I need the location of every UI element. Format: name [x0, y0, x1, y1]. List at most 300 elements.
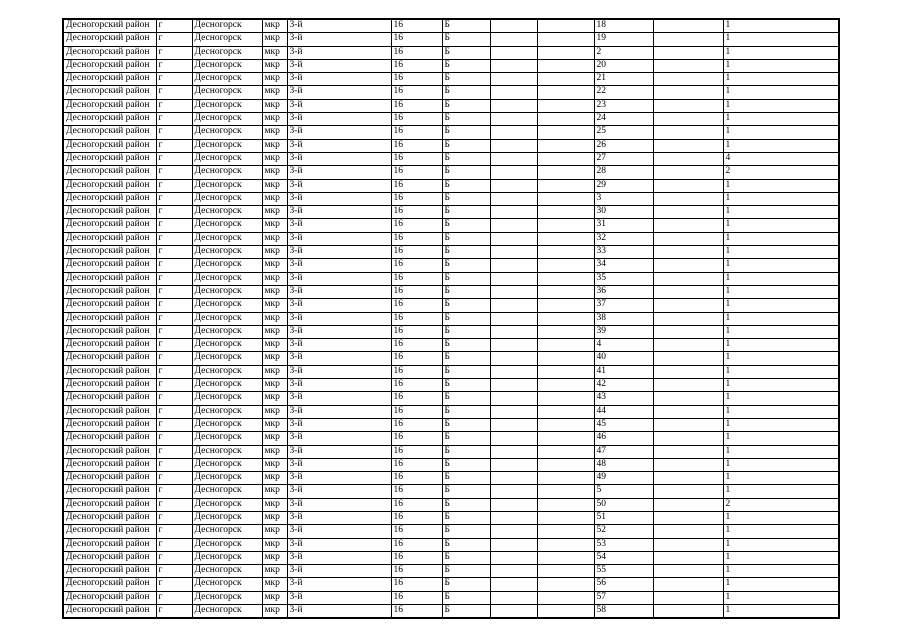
cell-settlement: Десногорск — [192, 605, 262, 619]
cell-district: Десногорский район — [63, 339, 156, 352]
cell-structure — [490, 498, 537, 511]
cell-settlement: Десногорск — [192, 139, 262, 152]
cell-count: 1 — [723, 312, 839, 325]
cell-settlement: Десногорск — [192, 312, 262, 325]
cell-structure — [490, 46, 537, 59]
cell-apartment: 21 — [594, 73, 653, 86]
cell-structure — [490, 551, 537, 564]
cell-street-type: мкр — [262, 325, 287, 338]
cell-house: 16 — [391, 365, 442, 378]
cell-settlement-type: г — [156, 591, 192, 604]
cell-street-type: мкр — [262, 578, 287, 591]
cell-apartment: 50 — [594, 498, 653, 511]
cell-district: Десногорский район — [63, 246, 156, 259]
cell-house: 16 — [391, 299, 442, 312]
table-row — [63, 339, 839, 352]
cell-building: Б — [442, 565, 490, 578]
cell-house: 16 — [391, 511, 442, 524]
cell-settlement-type: г — [156, 498, 192, 511]
cell-house: 16 — [391, 565, 442, 578]
table-row — [63, 232, 839, 245]
cell-district: Десногорский район — [63, 99, 156, 112]
table-body — [63, 19, 839, 618]
cell-house: 16 — [391, 458, 442, 471]
cell-building: Б — [442, 445, 490, 458]
cell-room — [653, 272, 723, 285]
cell-district: Десногорский район — [63, 46, 156, 59]
cell-settlement: Десногорск — [192, 498, 262, 511]
cell-settlement: Десногорск — [192, 59, 262, 72]
cell-settlement-type: г — [156, 33, 192, 46]
cell-count: 1 — [723, 179, 839, 192]
cell-street-type: мкр — [262, 445, 287, 458]
cell-settlement-type: г — [156, 525, 192, 538]
cell-street-type: мкр — [262, 405, 287, 418]
cell-room — [653, 339, 723, 352]
cell-street-type: мкр — [262, 113, 287, 126]
cell-street-type: мкр — [262, 312, 287, 325]
cell-district: Десногорский район — [63, 525, 156, 538]
cell-settlement: Десногорск — [192, 458, 262, 471]
cell-street: 3-й — [287, 325, 391, 338]
cell-extra — [537, 551, 594, 564]
cell-room — [653, 299, 723, 312]
cell-structure — [490, 379, 537, 392]
cell-count: 1 — [723, 445, 839, 458]
cell-structure — [490, 538, 537, 551]
cell-room — [653, 33, 723, 46]
cell-room — [653, 113, 723, 126]
cell-district: Десногорский район — [63, 352, 156, 365]
cell-settlement-type: г — [156, 179, 192, 192]
cell-extra — [537, 73, 594, 86]
cell-extra — [537, 166, 594, 179]
cell-apartment: 55 — [594, 565, 653, 578]
cell-settlement: Десногорск — [192, 525, 262, 538]
cell-apartment: 30 — [594, 206, 653, 219]
cell-settlement-type: г — [156, 272, 192, 285]
cell-extra — [537, 472, 594, 485]
cell-apartment: 44 — [594, 405, 653, 418]
cell-settlement-type: г — [156, 285, 192, 298]
cell-street: 3-й — [287, 259, 391, 272]
cell-apartment: 37 — [594, 299, 653, 312]
cell-settlement-type: г — [156, 299, 192, 312]
cell-street-type: мкр — [262, 365, 287, 378]
cell-house: 16 — [391, 246, 442, 259]
table-row — [63, 59, 839, 72]
cell-street: 3-й — [287, 418, 391, 431]
cell-street: 3-й — [287, 485, 391, 498]
cell-house: 16 — [391, 418, 442, 431]
cell-count: 1 — [723, 206, 839, 219]
cell-settlement-type: г — [156, 565, 192, 578]
cell-district: Десногорский район — [63, 272, 156, 285]
cell-count: 1 — [723, 232, 839, 245]
cell-apartment: 34 — [594, 259, 653, 272]
cell-count: 1 — [723, 591, 839, 604]
cell-apartment: 41 — [594, 365, 653, 378]
cell-district: Десногорский район — [63, 485, 156, 498]
cell-settlement-type: г — [156, 113, 192, 126]
cell-count: 1 — [723, 365, 839, 378]
cell-district: Десногорский район — [63, 192, 156, 205]
cell-extra — [537, 152, 594, 165]
cell-extra — [537, 285, 594, 298]
cell-building: Б — [442, 498, 490, 511]
cell-street-type: мкр — [262, 511, 287, 524]
cell-extra — [537, 232, 594, 245]
cell-extra — [537, 339, 594, 352]
cell-building: Б — [442, 538, 490, 551]
cell-count: 1 — [723, 485, 839, 498]
cell-apartment: 45 — [594, 418, 653, 431]
cell-structure — [490, 591, 537, 604]
cell-house: 16 — [391, 472, 442, 485]
cell-apartment: 46 — [594, 432, 653, 445]
cell-house: 16 — [391, 591, 442, 604]
cell-extra — [537, 432, 594, 445]
cell-street-type: мкр — [262, 485, 287, 498]
cell-structure — [490, 299, 537, 312]
cell-district: Десногорский район — [63, 379, 156, 392]
cell-house: 16 — [391, 232, 442, 245]
cell-settlement: Десногорск — [192, 432, 262, 445]
cell-room — [653, 498, 723, 511]
cell-apartment: 58 — [594, 605, 653, 619]
cell-extra — [537, 578, 594, 591]
cell-count: 2 — [723, 498, 839, 511]
cell-room — [653, 405, 723, 418]
cell-settlement: Десногорск — [192, 73, 262, 86]
cell-room — [653, 46, 723, 59]
cell-settlement-type: г — [156, 99, 192, 112]
cell-extra — [537, 605, 594, 619]
cell-settlement: Десногорск — [192, 405, 262, 418]
cell-structure — [490, 472, 537, 485]
cell-building: Б — [442, 578, 490, 591]
cell-settlement: Десногорск — [192, 232, 262, 245]
cell-settlement: Десногорск — [192, 445, 262, 458]
table-row — [63, 19, 839, 33]
cell-settlement-type: г — [156, 126, 192, 139]
table-row — [63, 445, 839, 458]
cell-street-type: мкр — [262, 458, 287, 471]
cell-building: Б — [442, 73, 490, 86]
cell-room — [653, 86, 723, 99]
cell-settlement-type: г — [156, 472, 192, 485]
cell-room — [653, 565, 723, 578]
cell-settlement-type: г — [156, 19, 192, 33]
cell-settlement-type: г — [156, 219, 192, 232]
table-row — [63, 591, 839, 604]
cell-house: 16 — [391, 578, 442, 591]
cell-district: Десногорский район — [63, 73, 156, 86]
cell-street: 3-й — [287, 392, 391, 405]
cell-settlement: Десногорск — [192, 551, 262, 564]
cell-room — [653, 126, 723, 139]
cell-building: Б — [442, 99, 490, 112]
cell-settlement-type: г — [156, 139, 192, 152]
cell-street: 3-й — [287, 139, 391, 152]
cell-settlement-type: г — [156, 551, 192, 564]
cell-district: Десногорский район — [63, 219, 156, 232]
table-row — [63, 206, 839, 219]
cell-structure — [490, 152, 537, 165]
cell-settlement-type: г — [156, 152, 192, 165]
cell-street-type: мкр — [262, 99, 287, 112]
cell-settlement: Десногорск — [192, 299, 262, 312]
cell-structure — [490, 259, 537, 272]
cell-apartment: 27 — [594, 152, 653, 165]
cell-settlement-type: г — [156, 339, 192, 352]
cell-building: Б — [442, 272, 490, 285]
cell-street: 3-й — [287, 152, 391, 165]
cell-street-type: мкр — [262, 192, 287, 205]
cell-street: 3-й — [287, 472, 391, 485]
cell-room — [653, 219, 723, 232]
cell-structure — [490, 19, 537, 33]
cell-district: Десногорский район — [63, 565, 156, 578]
cell-street-type: мкр — [262, 206, 287, 219]
cell-room — [653, 352, 723, 365]
cell-street: 3-й — [287, 498, 391, 511]
cell-room — [653, 392, 723, 405]
cell-district: Десногорский район — [63, 418, 156, 431]
cell-street: 3-й — [287, 605, 391, 619]
cell-extra — [537, 272, 594, 285]
cell-street-type: мкр — [262, 126, 287, 139]
cell-apartment: 49 — [594, 472, 653, 485]
cell-street: 3-й — [287, 432, 391, 445]
table-row — [63, 551, 839, 564]
table-row — [63, 312, 839, 325]
cell-structure — [490, 179, 537, 192]
cell-room — [653, 312, 723, 325]
cell-extra — [537, 206, 594, 219]
table-row — [63, 299, 839, 312]
cell-apartment: 23 — [594, 99, 653, 112]
cell-district: Десногорский район — [63, 179, 156, 192]
cell-count: 1 — [723, 33, 839, 46]
cell-settlement-type: г — [156, 206, 192, 219]
cell-district: Десногорский район — [63, 392, 156, 405]
cell-district: Десногорский район — [63, 538, 156, 551]
cell-extra — [537, 99, 594, 112]
cell-building: Б — [442, 591, 490, 604]
cell-building: Б — [442, 511, 490, 524]
cell-settlement: Десногорск — [192, 206, 262, 219]
cell-settlement-type: г — [156, 458, 192, 471]
cell-settlement-type: г — [156, 432, 192, 445]
cell-room — [653, 432, 723, 445]
cell-count: 1 — [723, 578, 839, 591]
cell-street-type: мкр — [262, 299, 287, 312]
cell-settlement: Десногорск — [192, 33, 262, 46]
cell-street-type: мкр — [262, 139, 287, 152]
cell-count: 1 — [723, 352, 839, 365]
cell-building: Б — [442, 46, 490, 59]
cell-structure — [490, 485, 537, 498]
table-row — [63, 325, 839, 338]
cell-count: 2 — [723, 166, 839, 179]
cell-apartment: 19 — [594, 33, 653, 46]
cell-structure — [490, 312, 537, 325]
cell-count: 1 — [723, 405, 839, 418]
cell-extra — [537, 59, 594, 72]
cell-settlement: Десногорск — [192, 46, 262, 59]
cell-count: 1 — [723, 139, 839, 152]
cell-structure — [490, 325, 537, 338]
cell-district: Десногорский район — [63, 578, 156, 591]
cell-room — [653, 285, 723, 298]
cell-street: 3-й — [287, 299, 391, 312]
cell-extra — [537, 113, 594, 126]
cell-house: 16 — [391, 126, 442, 139]
cell-structure — [490, 392, 537, 405]
cell-count: 1 — [723, 565, 839, 578]
table-row — [63, 246, 839, 259]
cell-street: 3-й — [287, 219, 391, 232]
table-row — [63, 73, 839, 86]
cell-street: 3-й — [287, 339, 391, 352]
cell-structure — [490, 525, 537, 538]
cell-apartment: 18 — [594, 19, 653, 33]
cell-settlement-type: г — [156, 59, 192, 72]
cell-settlement-type: г — [156, 46, 192, 59]
table-row — [63, 432, 839, 445]
cell-apartment: 22 — [594, 86, 653, 99]
cell-building: Б — [442, 325, 490, 338]
cell-settlement: Десногорск — [192, 325, 262, 338]
cell-street: 3-й — [287, 538, 391, 551]
cell-room — [653, 551, 723, 564]
table-row — [63, 458, 839, 471]
table-row — [63, 498, 839, 511]
cell-apartment: 33 — [594, 246, 653, 259]
cell-count: 1 — [723, 379, 839, 392]
cell-street-type: мкр — [262, 152, 287, 165]
cell-settlement: Десногорск — [192, 152, 262, 165]
cell-apartment: 56 — [594, 578, 653, 591]
cell-extra — [537, 33, 594, 46]
cell-settlement: Десногорск — [192, 578, 262, 591]
cell-district: Десногорский район — [63, 325, 156, 338]
cell-extra — [537, 418, 594, 431]
cell-street: 3-й — [287, 73, 391, 86]
cell-settlement: Десногорск — [192, 219, 262, 232]
table-row — [63, 126, 839, 139]
cell-count: 1 — [723, 19, 839, 33]
cell-district: Десногорский район — [63, 405, 156, 418]
cell-settlement-type: г — [156, 605, 192, 619]
cell-count: 1 — [723, 551, 839, 564]
cell-count: 1 — [723, 339, 839, 352]
cell-apartment: 2 — [594, 46, 653, 59]
cell-settlement-type: г — [156, 538, 192, 551]
cell-apartment: 20 — [594, 59, 653, 72]
cell-structure — [490, 232, 537, 245]
cell-apartment: 26 — [594, 139, 653, 152]
cell-house: 16 — [391, 272, 442, 285]
cell-room — [653, 179, 723, 192]
cell-house: 16 — [391, 192, 442, 205]
cell-room — [653, 232, 723, 245]
cell-extra — [537, 86, 594, 99]
cell-district: Десногорский район — [63, 432, 156, 445]
cell-apartment: 29 — [594, 179, 653, 192]
table-row — [63, 418, 839, 431]
cell-room — [653, 472, 723, 485]
cell-settlement: Десногорск — [192, 339, 262, 352]
cell-street-type: мкр — [262, 73, 287, 86]
cell-building: Б — [442, 551, 490, 564]
cell-extra — [537, 525, 594, 538]
cell-house: 16 — [391, 113, 442, 126]
cell-building: Б — [442, 192, 490, 205]
cell-extra — [537, 325, 594, 338]
cell-count: 1 — [723, 325, 839, 338]
cell-extra — [537, 219, 594, 232]
cell-settlement: Десногорск — [192, 99, 262, 112]
cell-street-type: мкр — [262, 525, 287, 538]
cell-building: Б — [442, 299, 490, 312]
cell-settlement-type: г — [156, 445, 192, 458]
cell-street: 3-й — [287, 86, 391, 99]
cell-street-type: мкр — [262, 232, 287, 245]
cell-structure — [490, 405, 537, 418]
cell-street-type: мкр — [262, 392, 287, 405]
cell-street: 3-й — [287, 33, 391, 46]
cell-street-type: мкр — [262, 605, 287, 619]
cell-extra — [537, 46, 594, 59]
cell-street-type: мкр — [262, 339, 287, 352]
cell-building: Б — [442, 232, 490, 245]
cell-structure — [490, 59, 537, 72]
cell-room — [653, 259, 723, 272]
table-row — [63, 365, 839, 378]
cell-settlement: Десногорск — [192, 166, 262, 179]
cell-building: Б — [442, 472, 490, 485]
cell-building: Б — [442, 166, 490, 179]
cell-settlement: Десногорск — [192, 192, 262, 205]
cell-street-type: мкр — [262, 551, 287, 564]
cell-street: 3-й — [287, 126, 391, 139]
cell-count: 1 — [723, 432, 839, 445]
cell-district: Десногорский район — [63, 19, 156, 33]
cell-apartment: 3 — [594, 192, 653, 205]
cell-room — [653, 152, 723, 165]
cell-settlement-type: г — [156, 578, 192, 591]
cell-extra — [537, 139, 594, 152]
cell-building: Б — [442, 312, 490, 325]
table-row — [63, 86, 839, 99]
cell-structure — [490, 578, 537, 591]
cell-building: Б — [442, 458, 490, 471]
cell-apartment: 32 — [594, 232, 653, 245]
cell-room — [653, 19, 723, 33]
cell-street: 3-й — [287, 99, 391, 112]
cell-extra — [537, 538, 594, 551]
cell-house: 16 — [391, 139, 442, 152]
cell-street: 3-й — [287, 246, 391, 259]
cell-count: 1 — [723, 472, 839, 485]
cell-settlement-type: г — [156, 392, 192, 405]
cell-street-type: мкр — [262, 498, 287, 511]
cell-count: 1 — [723, 511, 839, 524]
cell-room — [653, 538, 723, 551]
cell-count: 1 — [723, 113, 839, 126]
